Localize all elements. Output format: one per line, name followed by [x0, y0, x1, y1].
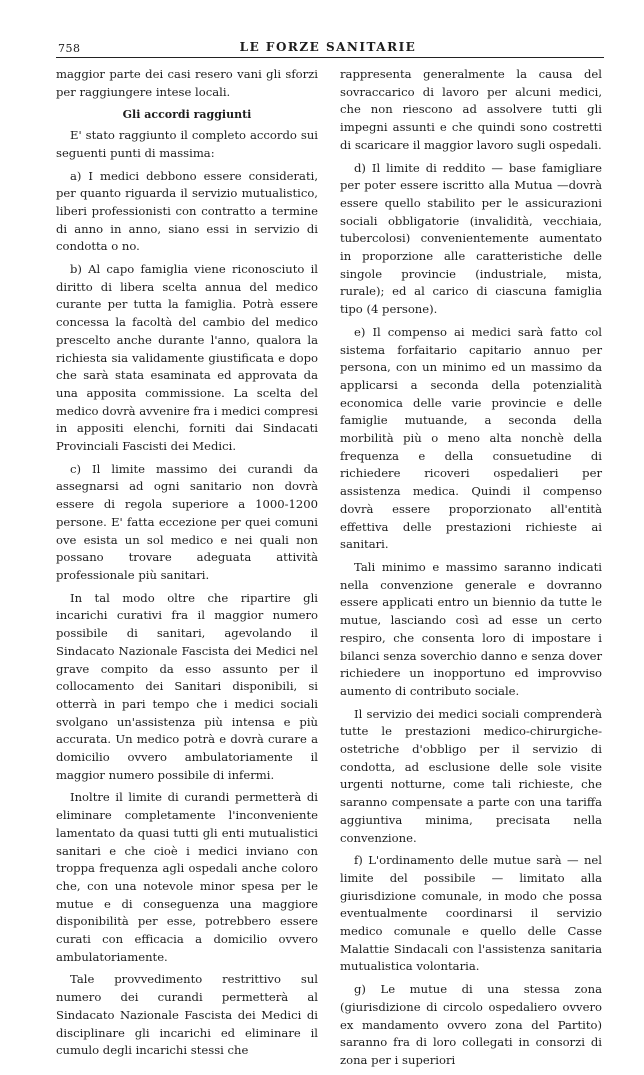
header-rule [56, 57, 604, 58]
running-title: LE FORZE SANITARIE [239, 40, 417, 54]
paragraph: Inoltre il limite di curandi permetterà di eliminare completamente l'inconveniente lamentato da quasi tutti gli enti mutualistici sanitari e che cioè i medici inviano con troppa frequenza agli ospedali anche coloro che, con una notevole minor spesa per le mutue e di conseguenza una maggiore disponibilità per esse, potrebbero essere curati con efficacia a domicilio ovvero ambulatoriamente. [56, 790, 318, 964]
page-header [48, 36, 608, 58]
paragraph-item-a: a) I medici debbono essere considerati, per quanto riguarda il servizio mutualistico, liberi professionisti con contratto a termine di anno in anno, siano essi in servizio di condotta o no. [56, 168, 318, 254]
paragraph-item-e: e) Il compenso ai medici sarà fatto col sistema forfaitario capitario annuo per persona, con un minimo ed un massimo da applicarsi a seconda della potenzialità economica delle varie provincie e delle famiglie mutuande, a seconda della morbilità più o meno alta nonchè della frequenza e della consuetudine di richiedere ricoveri ospedalieri per assistenza medica. Quindi il compenso dovrà essere proporzionato all'entità effettiva delle prestazioni richieste ai sanitari. [340, 324, 602, 552]
paragraph-item-g: g) Le mutue di una stessa zona (giurisdizione di circolo ospedaliero ovvero ex mandamento ovvero zona del Partito) saranno fra di loro collegati in consorzi di zona per i superiori [340, 982, 602, 1067]
paragraph: E' stato raggiunto il completo accordo sui seguenti punti di massima: [56, 128, 318, 160]
section-heading: Gli accordi raggiunti [122, 108, 252, 122]
paragraph-item-f: f) L'ordinamento delle mutue sarà — nel limite del possibile — limitato alla giurisdizione comunale, in modo che possa eventualmente coordinarsi il servizio medico comunale e quello delle Casse Malattie Sindacali con l'assistenza sanitaria mutualistica volontaria. [340, 853, 602, 974]
paragraph: Tale provvedimento restrittivo sul numero dei curandi permetterà al Sindacato Nazionale Fascista dei Medici di disciplinare gli incarichi ed eliminare il cumulo degli incarichi stessi che [56, 972, 318, 1058]
paragraph: Il servizio dei medici sociali comprenderà tutte le prestazioni medico-chirurgiche-ostetriche d'obbligo per il servizio di condotta, ad esclusione delle sole visite urgenti notturne, come tali richieste, che saranno compensate a parte con una tariffa aggiuntiva minima, precisata nella convenzione. [340, 706, 602, 845]
paragraph: rappresenta generalmente la causa del sovraccarico di lavoro per alcuni medici, che non riescono ad assolvere tutti gli impegni assunti e che quindi sono costretti di scaricare il maggior lavoro sugli ospedali. [340, 67, 602, 152]
paragraph: In tal modo oltre che ripartire gli incarichi curativi fra il maggior numero possibile di sanitari, agevolando il Sindacato Nazionale Fascista dei Medici nel grave compito da esso assunto per il collocamento dei Sanitari disponibili, si otterrà in pari tempo che i medici sociali svolgano un'assistenza più intensa e più accurata. Un medico potrà e dovrà curare a domicilio ovvero ambulatoriamente il maggior numero possibile di infermi. [56, 590, 318, 782]
paragraph: maggior parte dei casi resero vani gli sforzi per raggiungere intese locali. [56, 67, 318, 99]
paragraph: Tali minimo e massimo saranno indicati nella convenzione generale e dovranno essere applicati entro un biennio da tutte le mutue, lasciando così ad esse un certo respiro, che consenta loro di impostare i bilanci senza soverchio danno e senza dover richiedere un inopportuno ed improvviso aumento di contributo sociale. [340, 559, 602, 698]
paragraph-item-c: c) Il limite massimo dei curandi da assegnarsi ad ogni sanitario non dovrà essere di regola superiore a 1000-1200 persone. E' fatta eccezione per quei comuni ove esista un sol medico e nei quali non possano trovare adeguata attività professionale più sanitari. [56, 461, 318, 582]
page-number: 758 [58, 42, 81, 55]
paragraph-item-b: b) Al capo famiglia viene riconosciuto il diritto di libera scelta annua del medico curante per tutta la famiglia. Potrà essere concessa la facoltà del cambio del medico prescelto anche durante l'anno, qualora la richiesta sia validamente giustificata e dopo che sarà stata esaminata ed approvata da una apposita commissione. La scelta del medico dovrà avvenire fra i medici compresi in appositi elenchi, forniti dai Sindacati Provinciali Fascisti dei Medici. [56, 262, 319, 454]
right-column [340, 66, 602, 1075]
paragraph-item-d: d) Il limite di reddito — base famigliare per poter essere iscritto alla Mutua —dovrà essere quello stabilito per le assicurazioni sociali obbligatorie (invalidità, vecchiaia, tubercolosi) convenientemente aumentato in proporzione alle caratteristiche delle singole provincie (industriale, mista, rurale); ed al carico di ciascuna famiglia tipo (4 persone). [340, 160, 602, 317]
left-column [56, 66, 318, 1065]
